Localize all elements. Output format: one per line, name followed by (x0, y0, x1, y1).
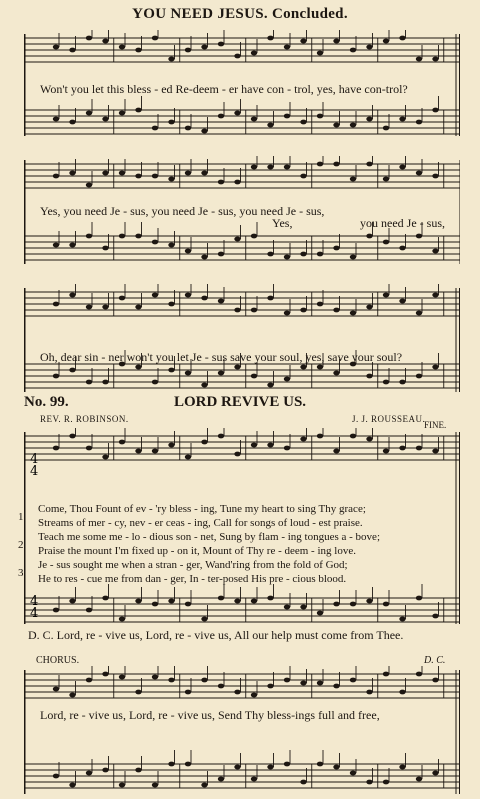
page-title: YOU NEED JESUS. Concluded. (132, 6, 348, 22)
fine-mark: FINE. (424, 420, 447, 430)
verse-1b: Streams of mer - cy, nev - er ceas - ing, Call for songs of loud - est praise. (38, 517, 363, 529)
dc-mark: D. C. (424, 655, 446, 666)
hymn-author: REV. R. ROBINSON. (40, 414, 129, 424)
lyric-line-3: Oh, dear sin - ner won't you let Je - sus save your soul, yes, save your soul? (40, 350, 403, 364)
lyric-line-2b-yes: Yes, (272, 216, 293, 230)
lyric-line-1: Won't you let this bless - ed Re-deem - er have con - trol, yes, have con-trol? (40, 82, 408, 96)
verse-number-1: 1. (18, 511, 27, 523)
dc-refrain-line: D. C. Lord, re - vive us, Lord, re - vive us, All our help must come from Thee. (28, 628, 404, 642)
verse-number-2: 2. (18, 539, 27, 551)
lyric-line-2b-need: you need Je - sus, (360, 216, 445, 230)
staff-system-5 (24, 666, 460, 796)
music-staff-5 (24, 666, 460, 796)
verse-1a: Come, Thou Fount of ev - 'ry bless - ing, Tune my heart to sing Thy grace; (38, 503, 366, 515)
svg-text:4: 4 (30, 606, 39, 621)
hymn-composer: J. J. ROUSSEAU. (352, 414, 426, 424)
chorus-lyric: Lord, re - vive us, Lord, re - vive us, Send Thy bless-ings full and free, (40, 708, 380, 722)
verse-number-3: 3. (18, 567, 27, 579)
svg-text:4: 4 (30, 464, 39, 479)
svg-text:4: 4 (30, 594, 39, 609)
lyric-line-2: Yes, you need Je - sus, you need Je - sus, you need Je - sus, (40, 204, 325, 218)
verse-3a: Je - sus sought me when a stran - ger, Wand'ring from the fold of God; (38, 559, 348, 571)
staff-system-3 (24, 284, 460, 396)
chorus-label: CHORUS. (36, 655, 80, 666)
music-staff-3 (24, 284, 460, 396)
hymn-number: No. 99. (24, 394, 69, 410)
verse-2b: Praise the mount I'm fixed up - on it, Mount of Thy re - deem - ing love. (38, 545, 356, 557)
verse-3b: He to res - cue me from dan - ger, In - ter-posed His pre - cious blood. (38, 573, 347, 585)
hymn-title: LORD REVIVE US. (173, 394, 307, 410)
svg-text:4: 4 (30, 452, 39, 467)
verse-2a: Teach me some me - lo - dious son - net, Sung by flam - ing tongues a - bove; (38, 531, 380, 543)
